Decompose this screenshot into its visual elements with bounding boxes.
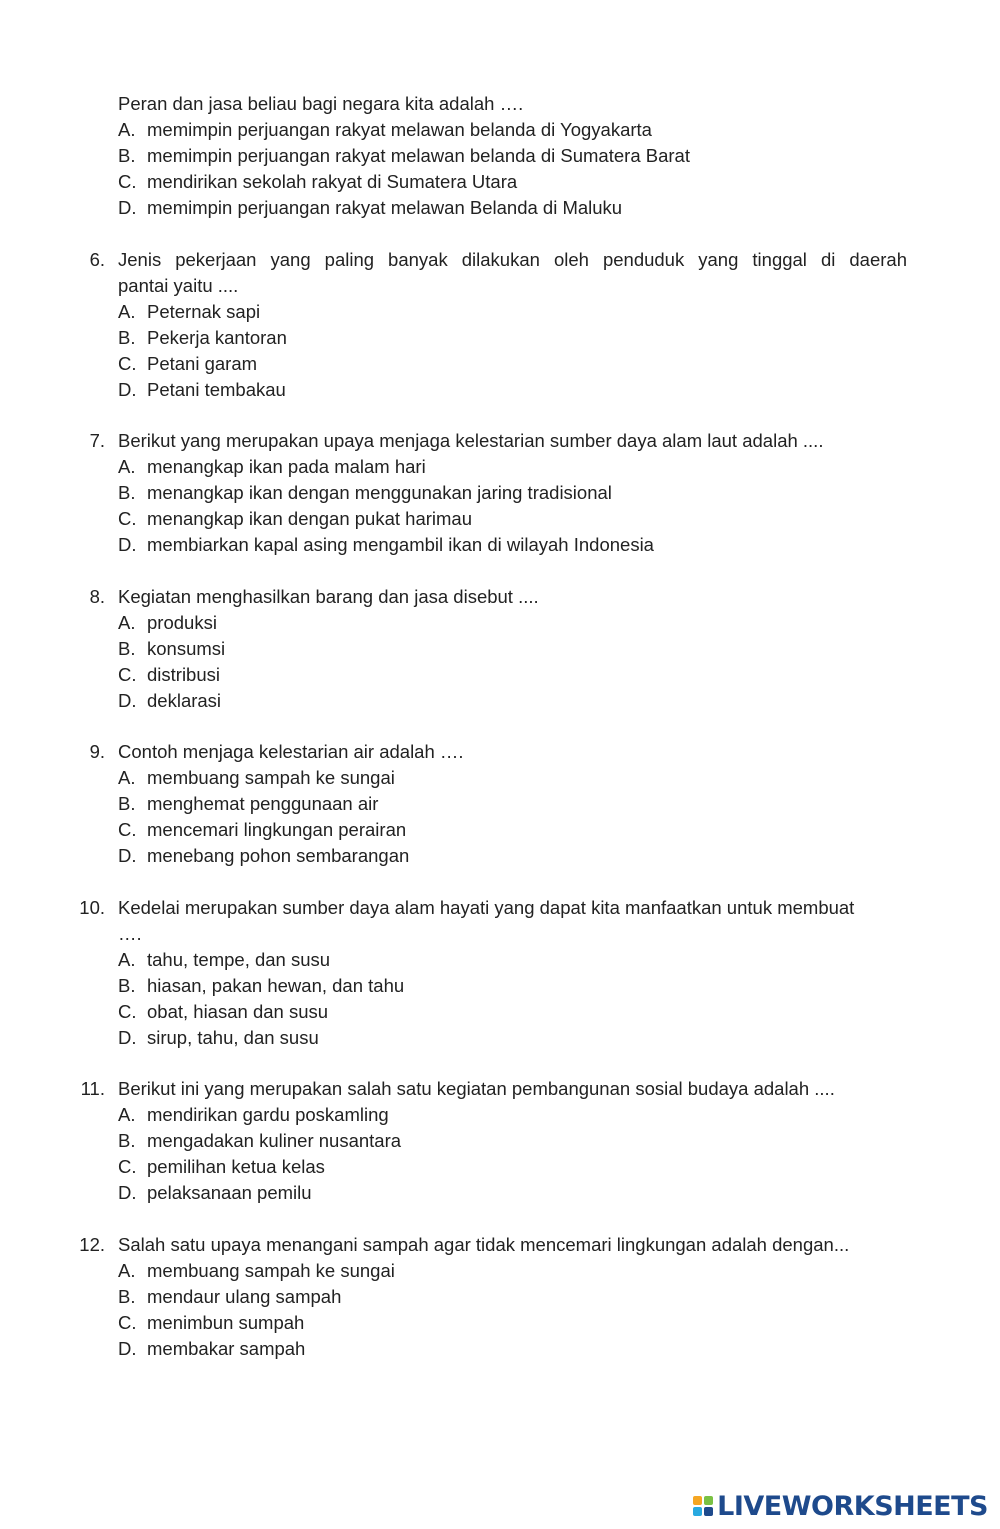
question-number: 6.: [89, 249, 105, 270]
option-text: pemilihan ketua kelas: [147, 1156, 325, 1177]
option-letter: A.: [118, 949, 136, 970]
option-letter: A.: [118, 119, 136, 140]
option-text: distribusi: [147, 664, 220, 685]
question-10-option-c[interactable]: [118, 999, 328, 1025]
option-letter: D.: [118, 379, 137, 400]
question-number: 7.: [89, 430, 105, 451]
option-letter: C.: [118, 508, 137, 529]
option-letter: B.: [118, 145, 136, 166]
intro-option-c[interactable]: [118, 169, 517, 195]
option-letter: A.: [118, 1260, 136, 1281]
intro-option-d[interactable]: [118, 195, 622, 221]
option-text: sirup, tahu, dan susu: [147, 1027, 319, 1048]
question-7-option-a[interactable]: [118, 454, 426, 480]
question-number: 10.: [79, 897, 105, 918]
option-text: membakar sampah: [147, 1338, 306, 1359]
question-7-option-d[interactable]: [118, 532, 654, 558]
question-text: Kedelai merupakan sumber daya alam hayati yang dapat kita manfaatkan untuk membuat: [118, 897, 855, 918]
question-9-option-c[interactable]: [118, 817, 406, 843]
liveworksheets-logo-icon: [693, 1496, 713, 1516]
option-letter: A.: [118, 612, 136, 633]
option-letter: A.: [118, 456, 136, 477]
option-letter: A.: [118, 301, 136, 322]
option-text: membuang sampah ke sungai: [147, 767, 395, 788]
question-6-option-a[interactable]: [118, 299, 260, 325]
option-text: produksi: [147, 612, 217, 633]
option-letter: D.: [118, 1338, 137, 1359]
option-letter: B.: [118, 793, 136, 814]
question-text: Berikut ini yang merupakan salah satu kegiatan pembangunan sosial budaya adalah ....: [118, 1078, 835, 1099]
option-text: menangkap ikan pada malam hari: [147, 456, 426, 477]
question-7-option-c[interactable]: [118, 506, 472, 532]
question-6-option-c[interactable]: [118, 351, 257, 377]
question-text: Berikut yang merupakan upaya menjaga kelestarian sumber daya alam laut adalah ....: [118, 430, 824, 451]
option-letter: C.: [118, 1312, 137, 1333]
option-letter: D.: [118, 1027, 137, 1048]
question-text: Jenis pekerjaan yang paling banyak dilakukan oleh penduduk yang tinggal di daerah: [118, 249, 907, 270]
question-number: 8.: [89, 586, 105, 607]
question-11-option-c[interactable]: [118, 1154, 325, 1180]
question-6-option-d[interactable]: [118, 377, 286, 403]
option-text: membiarkan kapal asing mengambil ikan di wilayah Indonesia: [147, 534, 654, 555]
question-number: 9.: [89, 741, 105, 762]
intro-option-a[interactable]: [118, 117, 652, 143]
question-8-option-c[interactable]: [118, 662, 220, 688]
question-10-option-a[interactable]: [118, 947, 330, 973]
option-text: memimpin perjuangan rakyat melawan Belanda di Maluku: [147, 197, 623, 218]
option-text: Petani tembakau: [147, 379, 286, 400]
option-letter: C.: [118, 1156, 137, 1177]
option-letter: D.: [118, 690, 137, 711]
question-text: Kegiatan menghasilkan barang dan jasa disebut ....: [118, 586, 539, 607]
question-text-continuation: ….: [118, 923, 142, 944]
option-text: hiasan, pakan hewan, dan tahu: [147, 975, 405, 996]
option-letter: D.: [118, 197, 137, 218]
option-text: tahu, tempe, dan susu: [147, 949, 331, 970]
option-text: memimpin perjuangan rakyat melawan belanda di Yogyakarta: [147, 119, 652, 140]
question-11-option-a[interactable]: [118, 1102, 389, 1128]
question-12-option-c[interactable]: [118, 1310, 304, 1336]
option-text: menimbun sumpah: [147, 1312, 305, 1333]
option-letter: C.: [118, 353, 137, 374]
option-text: mencemari lingkungan perairan: [147, 819, 407, 840]
option-letter: C.: [118, 171, 137, 192]
option-text: menebang pohon sembarangan: [147, 845, 410, 866]
option-letter: D.: [118, 845, 137, 866]
question-9-option-a[interactable]: [118, 765, 395, 791]
option-letter: B.: [118, 482, 136, 503]
option-text: Peternak sapi: [147, 301, 261, 322]
question-text: Salah satu upaya menangani sampah agar tidak mencemari lingkungan adalah dengan...: [118, 1234, 850, 1255]
question-number: 11.: [80, 1078, 105, 1099]
option-letter: B.: [118, 975, 136, 996]
option-letter: B.: [118, 327, 136, 348]
question-10-option-d[interactable]: [118, 1025, 319, 1051]
option-letter: A.: [118, 1104, 136, 1125]
question-9-option-d[interactable]: [118, 843, 409, 869]
question-6-option-b[interactable]: [118, 325, 287, 351]
option-text: Pekerja kantoran: [147, 327, 287, 348]
option-text: pelaksanaan pemilu: [147, 1182, 312, 1203]
option-text: membuang sampah ke sungai: [147, 1260, 395, 1281]
option-text: menangkap ikan dengan menggunakan jaring tradisional: [147, 482, 612, 503]
logo-text: LIVEWORKSHEETS: [717, 1490, 988, 1522]
question-12-option-a[interactable]: [118, 1258, 395, 1284]
option-text: obat, hiasan dan susu: [147, 1001, 329, 1022]
option-letter: B.: [118, 1130, 136, 1151]
option-text: mendaur ulang sampah: [147, 1286, 342, 1307]
option-letter: D.: [118, 534, 137, 555]
question-10-option-b[interactable]: [118, 973, 404, 999]
question-number: 12.: [79, 1234, 105, 1255]
question-11-option-b[interactable]: [118, 1128, 401, 1154]
question-12-option-d[interactable]: [118, 1336, 305, 1362]
question-8-option-a[interactable]: [118, 610, 217, 636]
option-text: Petani garam: [147, 353, 258, 374]
question-12-option-b[interactable]: [118, 1284, 341, 1310]
liveworksheets-logo[interactable]: [693, 1491, 988, 1521]
question-9-option-b[interactable]: [118, 791, 378, 817]
intro-question-text: Peran dan jasa beliau bagi negara kita adalah ….: [118, 93, 524, 114]
option-letter: B.: [118, 1286, 136, 1307]
question-11-option-d[interactable]: [118, 1180, 312, 1206]
question-8-option-b[interactable]: [118, 636, 225, 662]
option-text: mendirikan gardu poskamling: [147, 1104, 389, 1125]
option-text: memimpin perjuangan rakyat melawan belanda di Sumatera Barat: [147, 145, 690, 166]
question-8-option-d[interactable]: [118, 688, 221, 714]
intro-option-b[interactable]: [118, 143, 690, 169]
question-7-option-b[interactable]: [118, 480, 612, 506]
option-text: mendirikan sekolah rakyat di Sumatera Utara: [147, 171, 518, 192]
question-text: Contoh menjaga kelestarian air adalah ….: [118, 741, 464, 762]
option-text: menangkap ikan dengan pukat harimau: [147, 508, 473, 529]
option-letter: B.: [118, 638, 136, 659]
option-letter: C.: [118, 1001, 137, 1022]
option-text: konsumsi: [147, 638, 226, 659]
option-letter: C.: [118, 819, 137, 840]
option-text: deklarasi: [147, 690, 222, 711]
option-text: menghemat penggunaan air: [147, 793, 379, 814]
question-text-continuation: pantai yaitu ....: [118, 275, 239, 296]
option-letter: D.: [118, 1182, 137, 1203]
option-letter: A.: [118, 767, 136, 788]
option-letter: C.: [118, 664, 137, 685]
option-text: mengadakan kuliner nusantara: [147, 1130, 402, 1151]
